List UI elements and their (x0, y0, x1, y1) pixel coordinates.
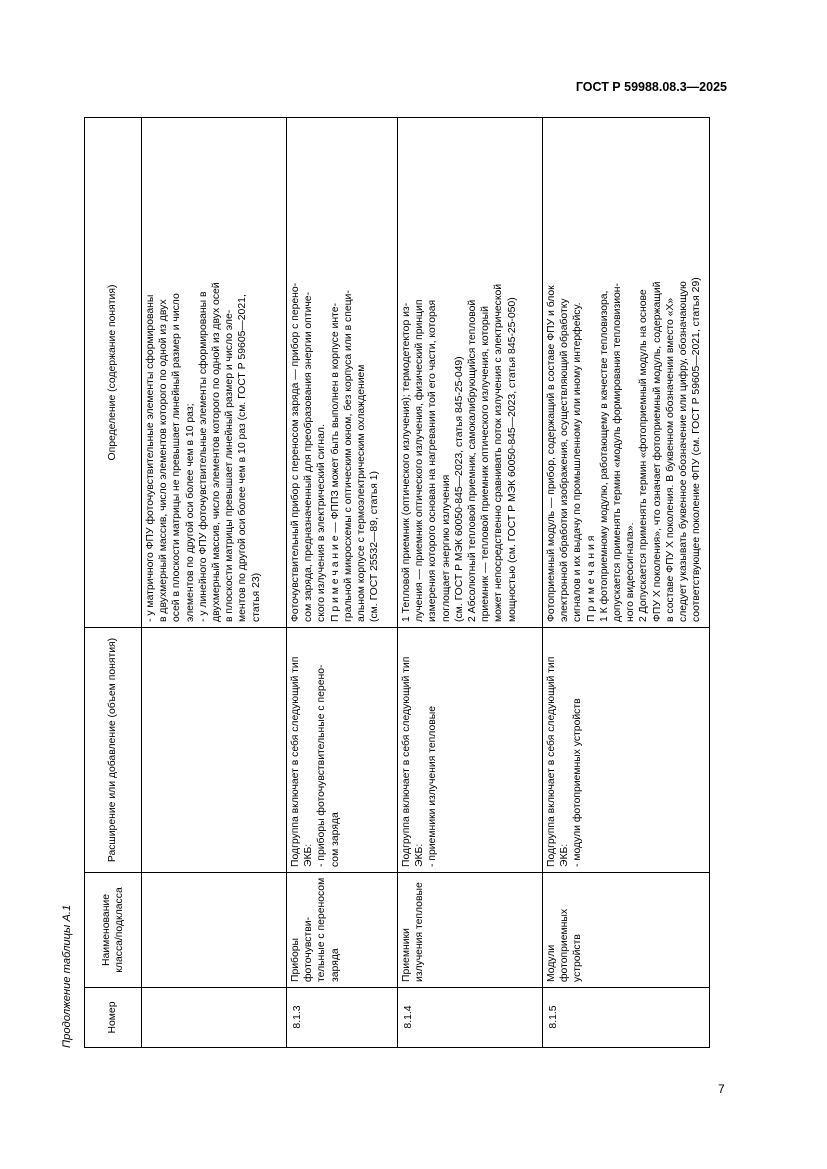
definition-line: двухмерный массив, число элементов которого по одной из двух осей (211, 282, 223, 622)
extension-line: ЭКБ: (559, 843, 571, 867)
table-row (287, 118, 398, 1048)
table-caption: Продолжение таблицы А.1 (61, 904, 73, 1048)
table-row (543, 118, 710, 1048)
row-extension (398, 628, 543, 873)
extension-line: - модули фотоприемных устройств (572, 698, 584, 867)
definition-line: (см. ГОСТ 25532—89, статья 1) (369, 470, 381, 622)
document-code: ГОСТ Р 59988.08.3—2025 (575, 80, 727, 94)
extension-line: - приборы фоточувствительные с перено- (316, 664, 328, 867)
definition-line: элементов по другой оси более чем в 10 раз; (184, 403, 196, 622)
col-header-class-name: Наименование класса/подкласса (85, 873, 142, 988)
definition-line: ного видеосигнала». (625, 522, 637, 622)
row-number: 8.1.5 (543, 988, 710, 1048)
definition-line: - у матричного ФПУ фоточувствительные элементы сформированы (145, 294, 156, 622)
definition-line: следует указывать буквенное обозначение или цифру, обозначающую (678, 281, 690, 622)
definition-line: гральной микросхемы с оптическим окном, без корпуса или в специ- (342, 290, 354, 622)
definition-line: (см. ГОСТ Р МЭК 60050-845—2023, статья 845-25-049) (453, 356, 465, 622)
definition-line: электронной обработки изображения, осуществляющий обработку (559, 298, 571, 622)
definition-line: альном корпусе с термоэлектрическим охлаждением (356, 364, 368, 622)
definition-line: в плоскости матрицы превышает линейный размер и число эле- (224, 309, 236, 622)
definition-line: лучения — приемник оптического излучения, физический принцип (414, 299, 426, 622)
definition-line: 1 Тепловой приемник (оптического излучения); термодетектор из- (401, 302, 412, 622)
table-header-row (85, 118, 142, 1048)
definition-line: ского излучения в электрический сигнал. (316, 424, 328, 622)
row-extension (543, 628, 710, 873)
extension-line: сом заряда (329, 812, 341, 867)
row-number: 8.1.3 (287, 988, 398, 1048)
definition-line: ФПУ Х поколения», что означает фотоприемный модуль, содержащий (651, 281, 663, 622)
row-class-name: Приборы фоточувстви-тельные с переносом заряда (287, 873, 398, 988)
extension-line: Подгруппа включает в себя следующий тип (546, 656, 557, 867)
row-extension (142, 628, 287, 873)
definition-line: ментов по другой оси более чем в 10 раз (см. ГОСТ Р 59605—2021, (237, 294, 249, 622)
extension-line: Подгруппа включает в себя следующий тип (401, 656, 412, 867)
definition-line: 1 К фотоприемному модулю, работающему в качестве тепловизора, (598, 290, 610, 622)
row-class-name: Модули фотоприемных устройств (543, 873, 710, 988)
definition-line: 2 Абсолютный тепловой приемник, самокалибрующийся тепловой (467, 299, 479, 622)
extension-line: ЭКБ: (303, 843, 315, 867)
row-number: 8.1.4 (398, 988, 543, 1048)
definition-line: приемник — тепловой приемник оптического излучения, который (480, 306, 492, 622)
extension-line: ЭКБ: (414, 843, 426, 867)
definition-line: соответствующее поколение ФПУ (см. ГОСТ Р 59605—2021, статья 29) (691, 277, 703, 622)
row-class-name: Приемники излучения тепловые (398, 873, 543, 988)
definition-line: 2 Допускается применять термин «фотоприемный модуль на основе (638, 289, 650, 622)
row-class-name (142, 873, 287, 988)
col-header-number: Номер (85, 988, 142, 1048)
definition-line: - у линейного ФПУ фоточувствительные элементы сформированы в (197, 291, 209, 622)
definition-line: допускается применять термин «модуль формирования тепловизион- (612, 283, 624, 622)
definition-line: Фотоприемный модуль — прибор, содержащий в составе ФПУ и блок (546, 285, 557, 622)
definition-line: может непосредственно сравнивать поток излучения с электрической (493, 283, 505, 622)
row-definition (287, 118, 398, 628)
definition-line: Фоточувствительный прибор с переносом заряда — прибор с перено- (290, 282, 301, 622)
rotated-table-area (57, 118, 717, 1048)
col-header-definition: Определение (содержание понятия) (85, 118, 142, 628)
row-definition (398, 118, 543, 628)
row-definition (142, 118, 287, 628)
definition-line: осей в плоскости матрицы не превышает линейный размер и число (171, 293, 183, 622)
row-definition (543, 118, 710, 628)
definition-line: сигналов и их выдачу по промышленному или иному интерфейсу. (572, 302, 584, 622)
extension-line: Подгруппа включает в себя следующий тип (290, 656, 301, 867)
table-row (398, 118, 543, 1048)
definition-line: поглощает энергию излучения (440, 474, 452, 622)
definition-line: П р и м е ч а н и я (585, 535, 597, 622)
row-number (142, 988, 287, 1048)
definition-line: П р и м е ч а н и е — ФППЗ может быть выполнен в корпусе инте- (329, 303, 341, 622)
definition-line: в двухмерный массив, число элементов которого по одной из двух (158, 299, 170, 622)
page-number: 7 (718, 1082, 725, 1096)
col-header-extension: Расширение или добавление (объем понятия) (85, 628, 142, 873)
classification-table (84, 117, 710, 1048)
definition-line: мощностью (см. ГОСТ Р МЭК 60050-845—2023, статья 845-25-050) (506, 297, 518, 622)
definition-line: сом заряда, предназначенный для преобразования энергии оптиче- (303, 291, 315, 622)
definition-line: статья 23) (250, 572, 262, 622)
extension-line: - приемники излучения тепловые (427, 706, 439, 867)
table-row (142, 118, 287, 1048)
row-extension (287, 628, 398, 873)
definition-line: в составе ФПУ Х поколения. В буквенном обозначении вместо «Х» (664, 297, 676, 622)
definition-line: измерения которого основан на нагревании той его части, которая (427, 299, 439, 622)
